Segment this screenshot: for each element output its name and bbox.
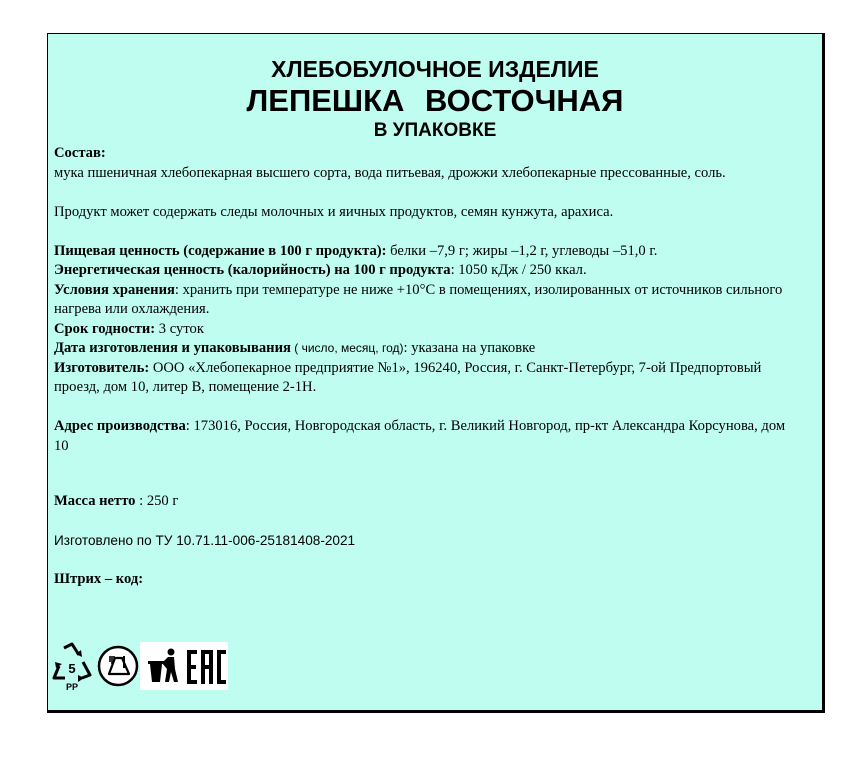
net-weight-label: Масса нетто xyxy=(54,493,136,509)
manufacturer-line xyxy=(54,359,802,398)
production-address-text: : 173016, Россия, Новгородская область, г. Великий Новгород, пр-кт Александра Корсунова, дом 10 xyxy=(54,418,786,454)
energy-label: Энергетическая ценность (калорийность) на 100 г продукта xyxy=(54,262,451,278)
production-date-line xyxy=(54,339,802,359)
energy-values: : 1050 кДж / 250 ккал. xyxy=(450,262,587,278)
production-date-text: : указана на упаковке xyxy=(403,340,536,356)
net-weight-line xyxy=(54,492,802,512)
storage-text: : хранить при температуре не ниже +10°С в помещениях, изолированных от источников сильного нагрева или охлаждения. xyxy=(54,281,783,317)
tu-standard-text: Изготовлено по ТУ 10.71.11-006-25181408-2021 xyxy=(54,533,356,548)
nutrition-line xyxy=(54,242,802,262)
nutrition-label: Пищевая ценность (содержание в 100 г продукта): xyxy=(54,242,387,259)
marking-icons xyxy=(48,645,228,697)
product-label xyxy=(47,33,825,713)
recycle-pp-icon xyxy=(48,640,98,697)
storage-line xyxy=(54,281,802,320)
shelf-life-value: 3 суток xyxy=(155,320,204,337)
net-weight-value: : 250 г xyxy=(135,493,179,509)
shelf-life-line xyxy=(54,320,802,340)
production-address-label: Адрес производства xyxy=(54,418,186,434)
recycle-material: PP xyxy=(65,682,79,692)
manufacturer-label: Изготовитель: xyxy=(54,359,150,376)
nutrition-values: белки –7,9 г; жиры –1,2 г, углеводы –51,0 г. xyxy=(386,242,658,259)
production-date-note: ( число, месяц, год) xyxy=(290,341,404,355)
composition-text: мука пшеничная хлебопекарная высшего сорта, вода питьевая, дрожжи хлебопекарные прессованные, соль. xyxy=(54,164,726,181)
packaging-subtitle: В УПАКОВКЕ xyxy=(373,120,497,141)
composition-label: Состав: xyxy=(54,145,106,161)
production-date-label: Дата изготовления и упаковывания xyxy=(54,340,291,356)
production-address-line xyxy=(54,417,802,456)
allergens-text: Продукт может содержать следы молочных и яичных продуктов, семян кунжута, арахиса. xyxy=(54,203,614,220)
product-name-title: ЛЕПЕШКА ВОСТОЧНАЯ xyxy=(246,83,624,118)
energy-line xyxy=(54,261,802,281)
dispose-properly-icon xyxy=(140,642,184,697)
eac-icon xyxy=(184,642,228,697)
recycle-number: 5 xyxy=(68,661,76,676)
food-contact-icon xyxy=(98,644,140,697)
label-body xyxy=(54,144,802,590)
barcode-label: Штрих – код: xyxy=(54,571,144,587)
manufacturer-text: ООО «Хлебопекарное предприятие №1», 196240, Россия, г. Санкт-Петербург, 7-ой Предпортовый проезд, дом 10, литер В, помещение 2-1Н. xyxy=(54,359,762,395)
storage-label: Условия хранения xyxy=(54,281,175,298)
product-category-title: ХЛЕБОБУЛОЧНОЕ ИЗДЕЛИЕ xyxy=(271,56,599,82)
shelf-life-label: Срок годности: xyxy=(54,320,156,337)
barcode-line xyxy=(54,570,802,590)
composition-heading xyxy=(54,144,802,164)
